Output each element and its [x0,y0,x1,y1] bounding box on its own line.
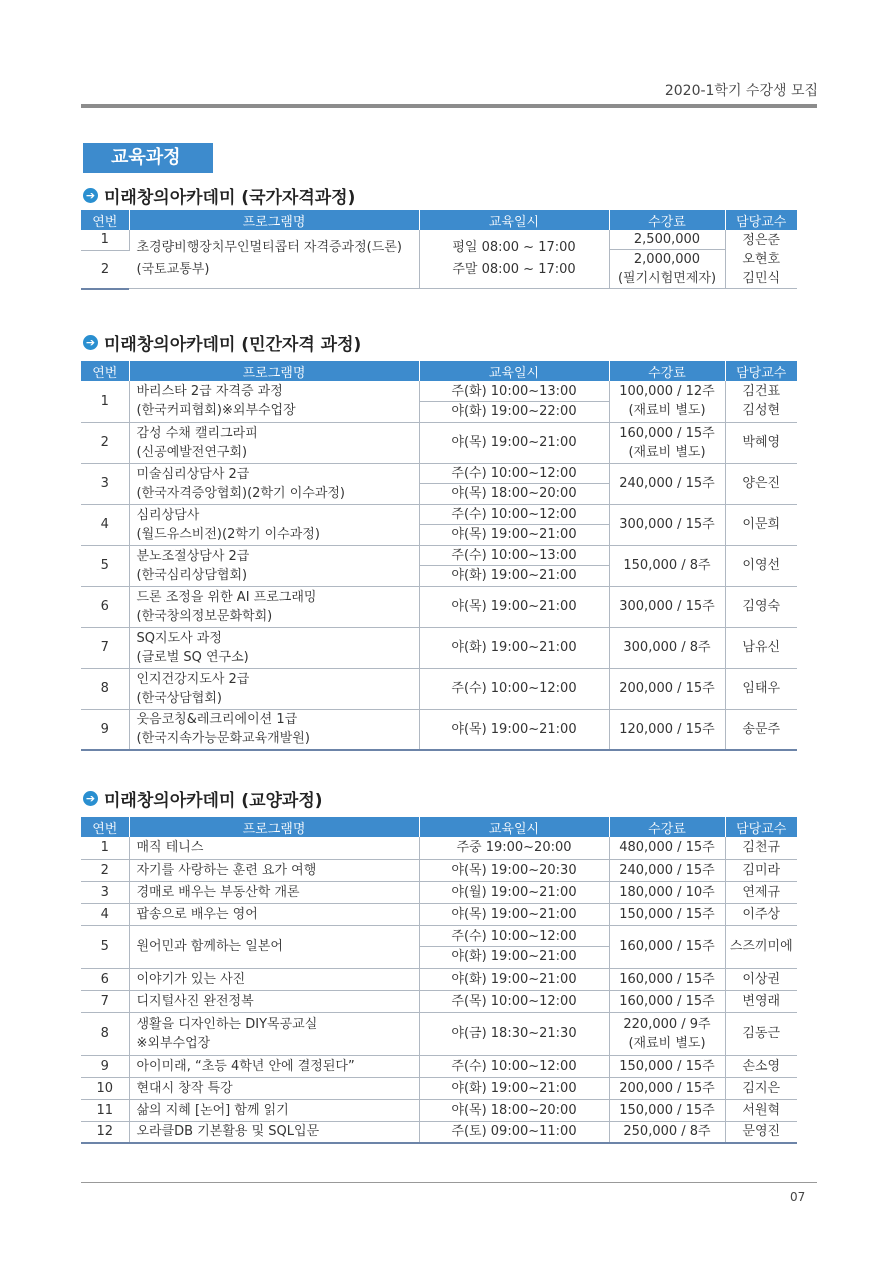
column-header: 수강료 [609,817,725,837]
schedule-line: 야(목) 19:00~20:30 [451,862,577,878]
fee-cell [609,586,725,627]
program-cell [129,545,419,586]
program-line: (신공예발전연구회) [136,444,248,460]
program-line: 현대시 창작 특강 [136,1080,233,1096]
schedule-line: 야(화) 19:00~21:00 [451,949,577,964]
professor-name: 문영진 [742,1124,781,1140]
schedule-cell [419,381,609,422]
professor-name: 김영숙 [742,599,781,614]
section-title-text: 미래창의아카데미 (교양과정) [104,791,323,811]
schedule-cell [419,1121,609,1143]
fee-note: (필기시험면제자) [617,271,717,286]
fee-line: (재료비 별도) [628,444,706,460]
table-row [81,504,797,545]
row-number: 5 [81,925,129,968]
fee-line: 300,000 / 8주 [623,640,711,655]
schedule-cell [419,881,609,903]
program-cell [129,668,419,709]
schedule-cell [419,1099,609,1121]
professor-cell [725,230,797,289]
program-cell [129,1121,419,1143]
row-number: 11 [81,1099,129,1121]
fee-cell [609,709,725,750]
column-header: 교육일시 [419,817,609,837]
program-line: 경매로 배우는 부동산학 개론 [136,884,300,900]
row-number: 9 [81,1055,129,1077]
program-cell [129,627,419,668]
schedule-line: 야(화) 19:00~22:00 [451,403,577,419]
row-number: 7 [81,627,129,668]
schedule-line: 야(화) 19:00~21:00 [451,1080,577,1096]
program-cell [129,381,419,422]
section-title-text: 미래창의아카데미 (국가자격과정) [104,188,356,208]
section-title-text: 미래창의아카데미 (민간자격 과정) [104,335,362,355]
row-number: 7 [81,990,129,1012]
table-row [81,968,797,990]
schedule-line: 주중 19:00~20:00 [456,840,572,856]
program-line: 팝송으로 배우는 영어 [136,906,258,922]
fee-cell [609,990,725,1012]
program-line: 자기를 사랑하는 훈련 요가 여행 [136,862,317,878]
column-header: 연번 [81,210,129,230]
fee-cell [609,1055,725,1077]
schedule-line: 야(화) 19:00~21:00 [451,640,577,655]
schedule-line: 주말 08:00 ~ 17:00 [452,262,576,277]
program-line: (한국상담협회) [136,690,222,706]
fee-line: 120,000 / 15주 [619,721,715,737]
schedule-line: 주(수) 10:00~12:00 [451,681,577,696]
program-cell [129,709,419,750]
fee-cell [609,903,725,925]
table-row [81,627,797,668]
fee-line: 240,000 / 15주 [619,862,715,878]
fee-cell [609,1099,725,1121]
fee-cell [609,1121,725,1143]
schedule-line: 주(수) 10:00~12:00 [420,927,609,947]
program-cell [129,837,419,859]
schedule-line: 야(목) 19:00~21:00 [451,527,577,542]
fee-line: 240,000 / 15주 [619,476,715,491]
fee-line: 150,000 / 15주 [619,906,715,922]
program-line: (한국심리상담협회) [136,567,248,583]
table-row [81,422,797,463]
program-line: (한국자격증앙협회)(2학기 이수과정) [136,485,346,501]
schedule-line: 야(목) 18:00~20:00 [451,486,577,501]
professor-name: 김민식 [742,270,781,286]
program-line: 드론 조정을 위한 AI 프로그래밍 [136,589,317,605]
professor-name: 이주상 [742,906,781,922]
fee-line: 100,000 / 12주 [619,384,715,400]
program-line: (월드유스비전)(2학기 이수과정) [136,526,320,542]
row-number: 3 [81,463,129,504]
schedule-line: 주(수) 10:00~12:00 [420,464,609,484]
professor-name: 오현호 [742,251,781,267]
column-header: 프로그램명 [129,210,419,230]
schedule-cell [419,545,609,586]
schedule-cell [419,422,609,463]
professor-cell [725,1055,797,1077]
program-line: 분노조절상담사 2급 [136,548,250,564]
professor-name: 김천규 [742,840,781,856]
program-cell [129,504,419,545]
column-header: 수강료 [609,210,725,230]
professor-cell [725,381,797,422]
professor-cell [725,1077,797,1099]
table-row [81,903,797,925]
program-line: 원어민과 함께하는 일본어 [136,939,283,954]
fee-line: 220,000 / 9주 [623,1016,711,1032]
fee-cell [609,422,725,463]
program-cell [129,1077,419,1099]
table-row [81,709,797,750]
schedule-cell [419,230,609,289]
fee-line: 150,000 / 15주 [619,1058,715,1074]
program-line: 아이미래, “초등 4학년 안에 결정된다” [136,1058,355,1074]
column-header: 교육일시 [419,361,609,381]
program-line: (한국커피협회)※외부수업장 [136,403,296,419]
arrow-circle-icon: ➔ [83,188,98,203]
column-header: 담당교수 [725,361,797,381]
row-number: 10 [81,1077,129,1099]
fee-line: 2,500,000 [610,230,725,250]
section-badge: 교육과정 [83,143,213,173]
professor-name: 송문주 [742,721,781,737]
column-header: 담당교수 [725,210,797,230]
table-row [81,586,797,627]
schedule-line: 주(수) 10:00~12:00 [420,505,609,525]
schedule-cell [419,627,609,668]
row-number: 9 [81,709,129,750]
program-cell [129,990,419,1012]
table-row [81,881,797,903]
professor-name: 정은준 [742,232,781,248]
table-header-row [81,361,797,381]
schedule-cell [419,668,609,709]
fee-line: 160,000 / 15주 [619,971,715,987]
professor-cell [725,1121,797,1143]
professor-cell [725,990,797,1012]
program-cell [129,1055,419,1077]
professor-cell [725,586,797,627]
program-cell [129,968,419,990]
program-line: (한국창의정보문화학회) [136,608,273,624]
fee-cell [609,545,725,586]
column-header: 담당교수 [725,817,797,837]
professor-name: 변영래 [742,993,781,1009]
professor-name: 김동근 [742,1026,781,1041]
professor-cell [725,837,797,859]
row-number: 2 [81,859,129,881]
schedule-cell [419,925,609,968]
row-number: 3 [81,881,129,903]
program-cell [129,859,419,881]
fee-line: 160,000 / 15주 [619,939,715,954]
row-number: 5 [81,545,129,586]
schedule-cell [419,990,609,1012]
fee-line: 160,000 / 15주 [619,993,715,1009]
schedule-cell [419,903,609,925]
program-line: 바리스타 2급 자격증 과정 [136,384,283,400]
row-number: 6 [81,968,129,990]
professor-name: 서원혁 [742,1102,781,1118]
footer-rule [81,1182,817,1183]
schedule-line: 야(목) 19:00~21:00 [451,435,577,450]
schedule-cell [419,504,609,545]
schedule-line: 야(목) 19:00~21:00 [451,599,577,614]
program-line: 이야기가 있는 사진 [136,971,246,987]
professor-name: 박혜영 [742,435,781,450]
table-row [81,1012,797,1055]
schedule-cell [419,1012,609,1055]
professor-cell [725,859,797,881]
schedule-cell [419,1055,609,1077]
program-org: (국토교통부) [136,262,210,277]
fee-line: 200,000 / 15주 [619,681,715,696]
fee-cell [609,463,725,504]
row-number: 2 [81,250,129,288]
fee-cell [609,230,725,289]
professor-name: 남유신 [742,640,781,655]
program-line: 미술심리상담사 2급 [136,466,250,482]
fee-line: 2,000,000 [633,252,701,267]
arrow-circle-icon: ➔ [83,335,98,350]
column-header: 프로그램명 [129,817,419,837]
professor-name: 이문희 [742,517,781,532]
row-number: 4 [81,504,129,545]
column-header: 연번 [81,817,129,837]
professor-name: 손소영 [742,1058,781,1074]
program-line: SQ지도사 과정 [136,630,222,646]
column-header: 연번 [81,361,129,381]
program-line: 생활을 디자인하는 DIY목공교실 [136,1016,318,1032]
program-cell [129,881,419,903]
table-header-row [81,817,797,837]
fee-cell [609,1077,725,1099]
row-number: 8 [81,668,129,709]
row-number: 1 [81,381,129,422]
schedule-cell [419,859,609,881]
fee-cell [609,627,725,668]
fee-line: 300,000 / 15주 [619,517,715,532]
fee-line: 160,000 / 15주 [619,425,715,441]
program-cell [129,903,419,925]
fee-line: 200,000 / 15주 [619,1080,715,1096]
page-header-title: 2020-1학기 수강생 모집 [664,83,818,99]
program-line: 웃음코칭&레크리에이션 1급 [136,712,298,728]
professor-cell [725,545,797,586]
professor-name: 스즈끼미에 [729,939,793,954]
professor-cell [725,925,797,968]
professor-cell [725,1099,797,1121]
fee-cell [609,381,725,422]
program-cell [129,230,419,289]
schedule-cell [419,586,609,627]
fee-cell [609,668,725,709]
row-number: 6 [81,586,129,627]
professor-cell [725,1012,797,1055]
section-title-private [83,330,361,355]
header-rule [81,104,817,108]
row-number: 4 [81,903,129,925]
program-line: 디지털사진 완전정복 [136,993,254,1009]
section-title-national [83,183,355,208]
table-row [81,1077,797,1099]
schedule-line: 야(목) 19:00~21:00 [451,906,577,922]
schedule-cell [419,1077,609,1099]
schedule-line: 야(목) 18:00~20:00 [451,1102,577,1118]
professor-cell [725,903,797,925]
program-cell [129,1099,419,1121]
schedule-line: 주(토) 09:00~11:00 [451,1124,577,1140]
table-header-row [81,210,797,230]
fee-line: 180,000 / 10주 [619,884,715,900]
professor-name: 김미라 [742,862,781,878]
row-number: 1 [81,230,129,250]
column-header: 교육일시 [419,210,609,230]
program-cell [129,1012,419,1055]
professor-name: 이상권 [742,971,781,987]
table-row [81,925,797,968]
fee-cell [609,925,725,968]
arrow-circle-icon: ➔ [83,791,98,806]
program-line: 인지건강지도사 2급 [136,671,250,687]
table-row [81,990,797,1012]
program-line: 매직 테니스 [136,840,204,856]
section-title-liberal [83,786,323,811]
program-cell [129,925,419,968]
professor-cell [725,881,797,903]
schedule-line: 주(수) 10:00~12:00 [451,1058,577,1074]
page-number: 07 [790,1190,806,1204]
program-cell [129,586,419,627]
fee-line: 150,000 / 15주 [619,1102,715,1118]
schedule-line: 야(금) 18:30~21:30 [451,1026,577,1041]
row-number: 1 [81,837,129,859]
table-row [81,1099,797,1121]
fee-cell [609,859,725,881]
professor-name: 이영선 [742,558,781,573]
professor-cell [725,463,797,504]
table-row [81,837,797,859]
program-line: 심리상담사 [136,507,200,523]
schedule-cell [419,968,609,990]
national-course-table [81,210,797,290]
program-line: 오라클DB 기본활용 및 SQL입문 [136,1124,320,1140]
fee-line: 250,000 / 8주 [623,1124,711,1140]
program-line: 삶의 지혜 [논어] 함께 읽기 [136,1102,289,1118]
professor-cell [725,627,797,668]
schedule-line: 야(화) 19:00~21:00 [451,568,577,583]
table-row [81,381,797,422]
liberal-course-table [81,817,797,1144]
schedule-cell [419,709,609,750]
professor-name: 김지은 [742,1080,781,1096]
fee-cell [609,968,725,990]
professor-name: 김성현 [742,403,781,419]
schedule-line: 야(월) 19:00~21:00 [451,884,577,900]
row-number: 2 [81,422,129,463]
private-course-table [81,361,797,751]
schedule-line: 주(목) 10:00~12:00 [451,993,577,1009]
program-line: (글로벌 SQ 연구소) [136,649,249,665]
professor-name: 임태우 [742,681,781,696]
schedule-line: 야(목) 19:00~21:00 [451,721,577,737]
professor-cell [725,709,797,750]
fee-cell [609,1012,725,1055]
row-number: 8 [81,1012,129,1055]
professor-cell [725,968,797,990]
program-cell [129,463,419,504]
table-row [81,545,797,586]
column-header: 수강료 [609,361,725,381]
fee-line: (재료비 별도) [628,1035,706,1051]
schedule-cell [419,463,609,504]
fee-cell [609,837,725,859]
fee-line: (재료비 별도) [628,403,706,419]
table-row [81,463,797,504]
fee-cell [609,881,725,903]
program-line: ※외부수업장 [136,1035,211,1051]
professor-cell [725,668,797,709]
fee-line: 300,000 / 15주 [619,599,715,614]
schedule-line: 야(화) 19:00~21:00 [451,971,577,987]
table-row [81,230,797,250]
professor-cell [725,422,797,463]
professor-name: 김건표 [742,384,781,400]
schedule-line: 주(수) 10:00~13:00 [420,546,609,566]
table-row [81,859,797,881]
professor-cell [725,504,797,545]
program-line: (한국지속가능문화교육개발원) [136,731,310,747]
fee-cell [609,504,725,545]
professor-name: 양은진 [742,476,781,491]
table-row [81,668,797,709]
schedule-line: 주(화) 10:00~13:00 [420,382,609,402]
schedule-line: 평일 08:00 ~ 17:00 [452,240,576,255]
table-row [81,1055,797,1077]
program-cell [129,422,419,463]
program-name: 초경량비행장치무인멀티콥터 자격증과정(드론) [136,240,402,255]
column-header: 프로그램명 [129,361,419,381]
fee-line: 150,000 / 8주 [623,558,711,573]
row-number: 12 [81,1121,129,1143]
table-row [81,1121,797,1143]
schedule-cell [419,837,609,859]
fee-line: 480,000 / 15주 [619,840,715,856]
professor-name: 연제규 [742,884,781,900]
program-line: 감성 수채 캘리그라피 [136,425,258,441]
